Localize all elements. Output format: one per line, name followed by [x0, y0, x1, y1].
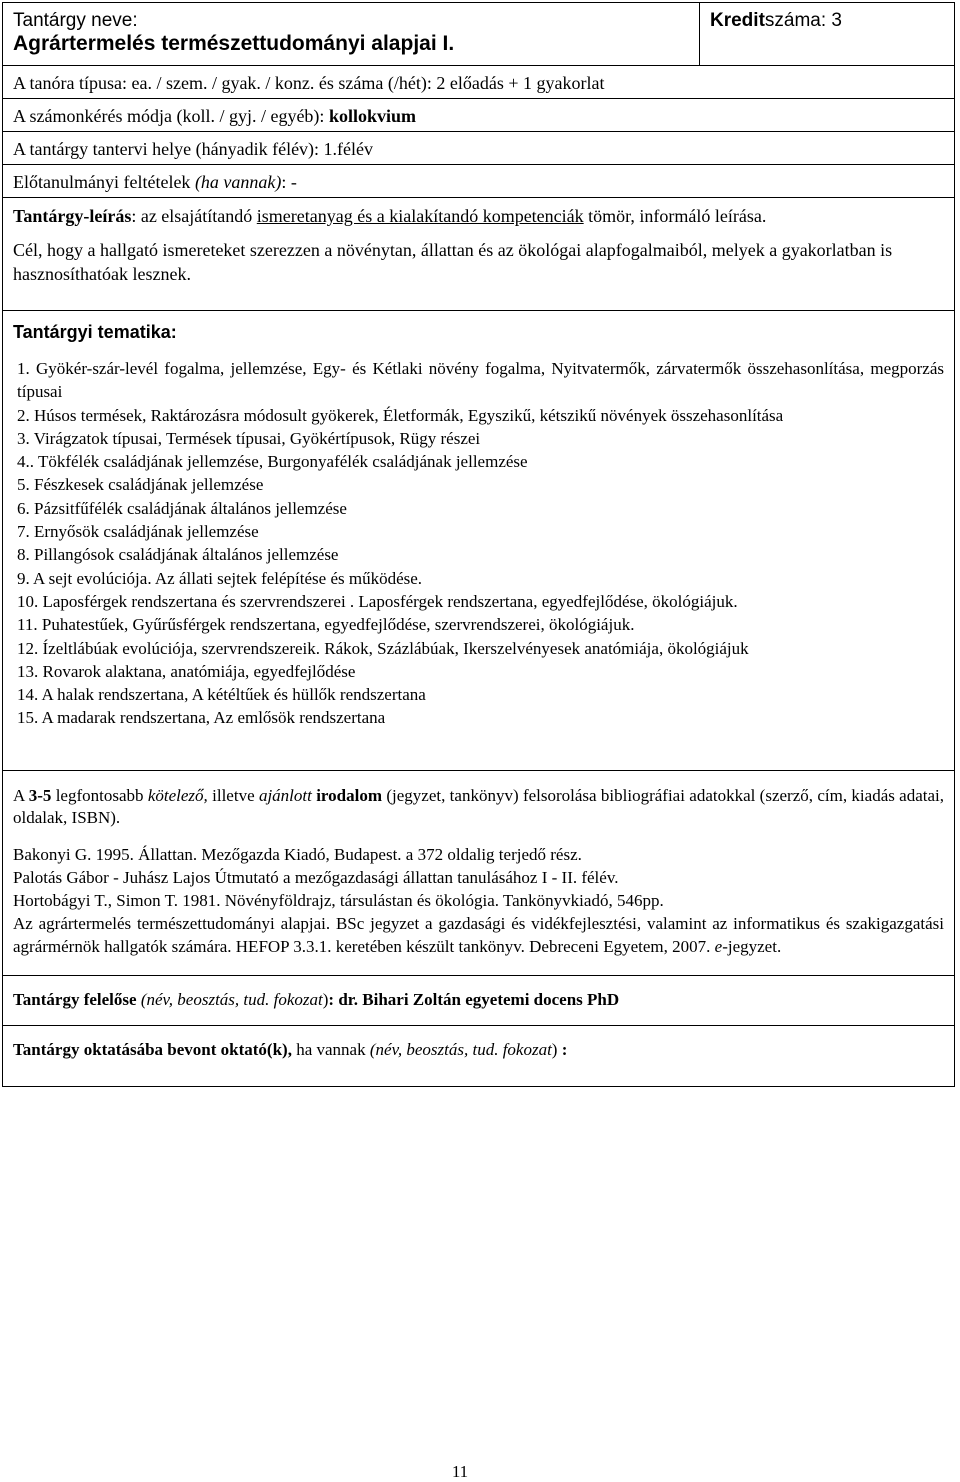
responsible-label: Tantárgy felelőse	[13, 990, 137, 1009]
topic-item: 5. Fészkesek családjának jellemzése	[17, 475, 264, 495]
description-goal: Cél, hogy a hallgató ismereteket szerezzen a növénytan, állattan és az ökológai alapfogalmaiból, melyek a gyakorlatban is hasznosíthatóak lesznek.	[13, 240, 893, 284]
reference-item-last	[13, 912, 944, 958]
reference-item: Bakonyi G. 1995. Állattan. Mezőgazda Kiadó, Budapest. a 372 oldalig terjedő rész.	[13, 845, 582, 864]
header-row	[3, 3, 954, 66]
prereq-value: : -	[281, 172, 297, 192]
topic-item: 15. A madarak rendszertana, Az emlősök rendszertana	[17, 708, 386, 728]
responsible-value: : dr. Bihari Zoltán egyetemi docens PhD	[328, 990, 620, 1009]
instructors-mid: ha vannak	[291, 1040, 370, 1059]
topics-row	[3, 311, 954, 771]
description-text-1: : az elsajátítandó	[131, 206, 257, 226]
topic-item: 8. Pillangósok családjának általános jellemzése	[17, 545, 339, 565]
lit-intro-literature: irodalom	[316, 786, 383, 805]
instructors-note: (név, beosztás, tud. fokozat	[369, 1040, 552, 1059]
semester-text: A tantárgy tantervi helye (hányadik félév): 1.félév	[13, 139, 374, 159]
topic-item: 6. Pázsitfűfélék családjának általános jellemzése	[17, 498, 347, 518]
topic-item: 4.. Tökfélék családjának jellemzése, Burgonyafélék családjának jellemzése	[17, 452, 528, 472]
lit-intro-recommended: ajánlott	[258, 786, 312, 805]
prereq-note: (ha vannak)	[194, 172, 282, 192]
instructors-close: )	[551, 1040, 558, 1059]
page-number: 11	[451, 1462, 469, 1481]
topic-item: 2. Húsos termések, Raktározásra módosult gyökerek, Életformák, Egyszikű, kétszikű növények összehasonlítása	[17, 405, 784, 425]
subject-label: Tantárgy neve:	[13, 10, 138, 31]
topic-item: 10. Laposférgek rendszertana és szervrendszerei . Laposférgek rendszertana, egyedfejlődése, ökológiájuk.	[17, 591, 738, 611]
reference-item: Palotás Gábor - Juhász Lajos Útmutató a mezőgazdasági állattan tanulásához I - II. félév.	[13, 868, 619, 887]
topic-item: 1. Gyökér-szár-levél fogalma, jellemzése, Egy- és Kétlaki növény fogalma, Nyitvatermők, zárvatermők összehasonlítása, megporzás típusai	[17, 359, 944, 402]
prereq-label: Előtanulmányi feltételek	[13, 172, 195, 192]
topic-item: 11. Puhatestűek, Gyűrűsférgek rendszertana, egyedfejlődése, szervrendszerei, ökológiájuk.	[17, 615, 635, 635]
lit-intro-b: legfontosabb	[51, 786, 148, 805]
reference-tail: -jegyzet.	[722, 937, 782, 956]
topics-list	[13, 357, 944, 730]
description-underlined: ismeretanyag és a kialakítandó kompetenciák	[256, 206, 584, 226]
reference-text: Az agrártermelés természettudományi alapjai. BSc jegyzet a gazdasági és vidékfejlesztési, valamint az informatikus és szakigazgatási agrármérnök hallgatók számára. HEFOP 3.3.1. keretében készült tankönyv. Debreceni Egyetem, 2007.	[13, 914, 944, 956]
description-label: Tantárgy-leírás	[13, 206, 132, 226]
lit-intro-a: A	[13, 786, 29, 805]
assessment-value: kollokvium	[328, 106, 416, 126]
instructors-label: Tantárgy oktatásába bevont oktató(k),	[13, 1040, 292, 1059]
course-sheet	[2, 2, 955, 1087]
description-text-2: tömör, informáló leírása.	[583, 206, 767, 226]
semester-row	[3, 132, 954, 165]
responsible-row	[3, 976, 954, 1026]
instructors-colon: :	[557, 1040, 568, 1059]
description-row	[3, 198, 954, 311]
prereq-row	[3, 165, 954, 198]
assessment-label: A számonkérés módja (koll. / gyj. / egyéb):	[13, 106, 329, 126]
topic-item: 14. A halak rendszertana, A kétéltűek és hüllők rendszertana	[17, 685, 426, 705]
credit-value: száma: 3	[764, 10, 842, 31]
instructors-row	[3, 1026, 954, 1086]
topics-heading: Tantárgyi tematika:	[13, 322, 177, 342]
responsible-close: )	[322, 990, 329, 1009]
lit-intro-e: (jegyzet, tankönyv) felsorolása bibliográfiai adatokkal (szerző, cím, kiadás adatai, oldalak, ISBN).	[13, 786, 945, 827]
lit-intro-mandatory: kötelező,	[147, 786, 208, 805]
credit-cell	[700, 3, 954, 65]
class-type-row	[3, 66, 954, 99]
topic-item: 13. Rovarok alaktana, anatómiája, egyedfejlődése	[17, 661, 356, 681]
class-type-text: A tanóra típusa: ea. / szem. / gyak. / konz. és száma (/hét): 2 előadás + 1 gyakorlat	[13, 73, 605, 93]
topic-item: 9. A sejt evolúciója. Az állati sejtek felépítése és működése.	[17, 568, 423, 588]
responsible-note: (név, beosztás, tud. fokozat	[140, 990, 323, 1009]
subject-cell	[3, 3, 700, 65]
literature-row	[3, 771, 954, 976]
literature-intro	[13, 785, 944, 829]
assessment-row	[3, 99, 954, 132]
topic-item: 12. Ízeltlábúak evolúciója, szervrendszereik. Rákok, Százlábúak, Ikerszelvényesek anatómiája, ökológiájuk	[17, 638, 749, 658]
description-intro	[13, 204, 944, 228]
reference-item: Hortobágyi T., Simon T. 1981. Növényföldrajz, társulástan és ökológia. Tankönyvkiadó, 546pp.	[13, 891, 664, 910]
credit-label: Kredit	[710, 10, 765, 31]
lit-intro-c: illetve	[207, 786, 259, 805]
topic-item: 3. Virágzatok típusai, Termések típusai, Gyökértípusok, Rügy részei	[17, 428, 481, 448]
topic-item: 7. Ernyősök családjának jellemzése	[17, 522, 259, 542]
reference-e-letter: e	[714, 937, 723, 956]
lit-intro-count: 3-5	[28, 786, 52, 805]
subject-title: Agrártermelés természettudományi alapjai I.	[13, 32, 455, 55]
